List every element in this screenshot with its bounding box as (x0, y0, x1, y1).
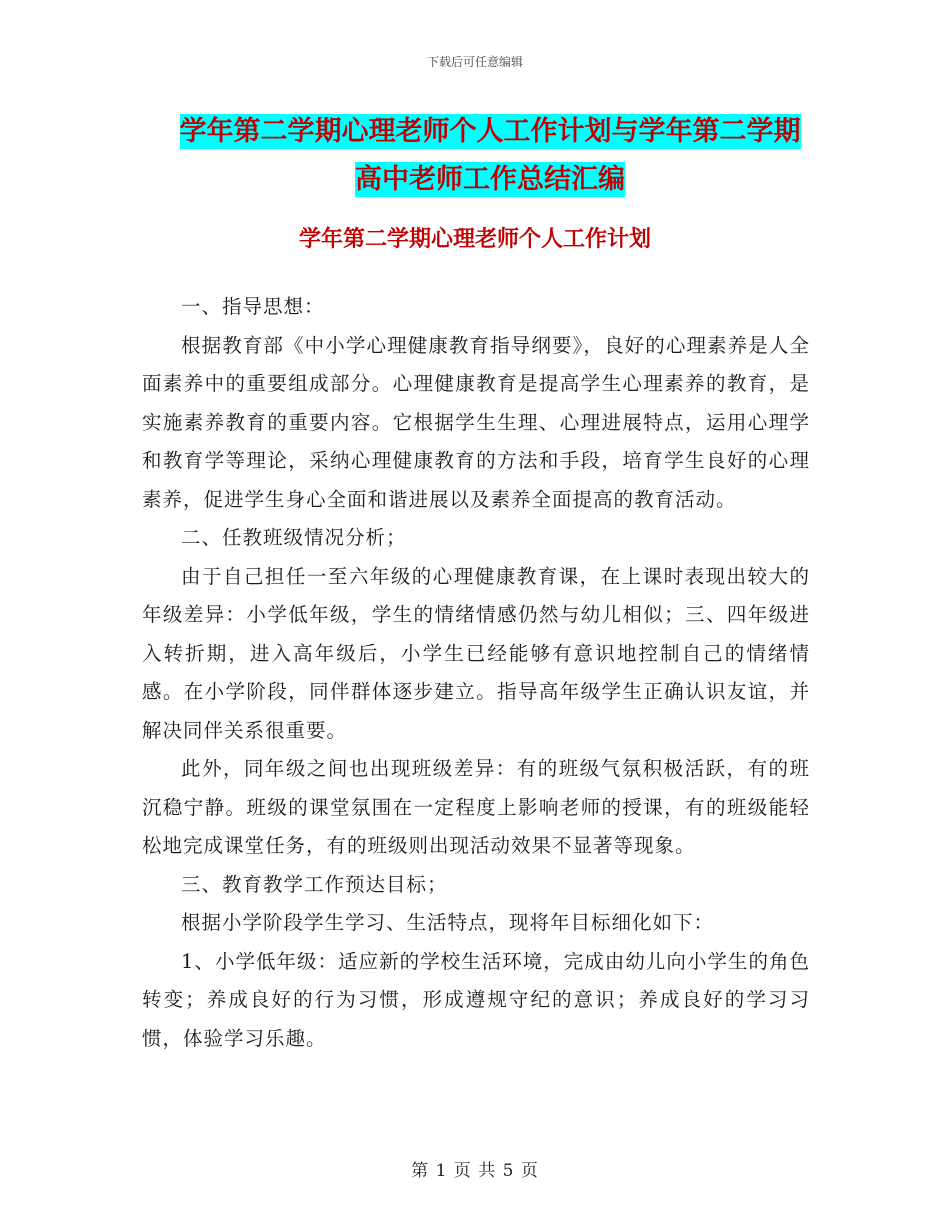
document-title (120, 108, 860, 204)
paragraph: 1、小学低年级：适应新的学校生活环境，完成由幼儿向小学生的角色转变；养成良好的行为习惯，形成遵规守纪的意识；养成良好的学习习惯，体验学习乐趣。 (142, 949, 810, 1050)
paragraph: 此外，同年级之间也出现班级差异：有的班级气氛积极活跃，有的班沉稳宁静。班级的课堂氛围在一定程度上影响老师的授课，有的班级能轻松地完成课堂任务，有的班级则出现活动效果不显著等现象。 (142, 757, 810, 857)
page-footer: 第 1 页 共 5 页 (411, 1161, 539, 1181)
document-body (142, 288, 810, 1058)
paragraph: 根据教育部《中小学心理健康教育指导纲要》，良好的心理素养是人全面素养中的重要组成部分。心理健康教育是提高学生心理素养的教育，是实施素养教育的重要内容。它根据学生生理、心理进展特点，运用心理学和教育学等理论，采纳心理健康教育的方法和手段，培育学生良好的心理素养，促进学生身心全面和谐进展以及素养全面提高的教育活动。 (142, 333, 810, 511)
paragraph: 由于自己担任一至六年级的心理健康教育课，在上课时表现出较大的年级差异：小学低年级，学生的情绪情感仍然与幼儿相似；三、四年级进入转折期，进入高年级后，小学生已经能够有意识地控制自己的情绪情感。在小学阶段，同伴群体逐步建立。指导高年级学生正确认识友谊，并解决同伴关系很重要。 (142, 564, 810, 742)
paragraph-heading-2: 二、任教班级情况分析； (181, 526, 407, 549)
section-title: 学年第二学期心理老师个人工作计划 (298, 226, 651, 252)
header-note: 下载后可任意编辑 (426, 55, 523, 69)
paragraph-heading-3: 三、教育教学工作预达目标； (181, 872, 448, 896)
paragraph: 根据小学阶段学生学习、生活特点，现将年目标细化如下： (181, 911, 715, 934)
paragraph-heading-1: 一、指导思想： (181, 295, 325, 318)
document-title-line-2: 高中老师工作总结汇编 (355, 164, 625, 195)
document-title-line-1: 学年第二学期心理老师个人工作计划与学年第二学期 (179, 116, 801, 147)
